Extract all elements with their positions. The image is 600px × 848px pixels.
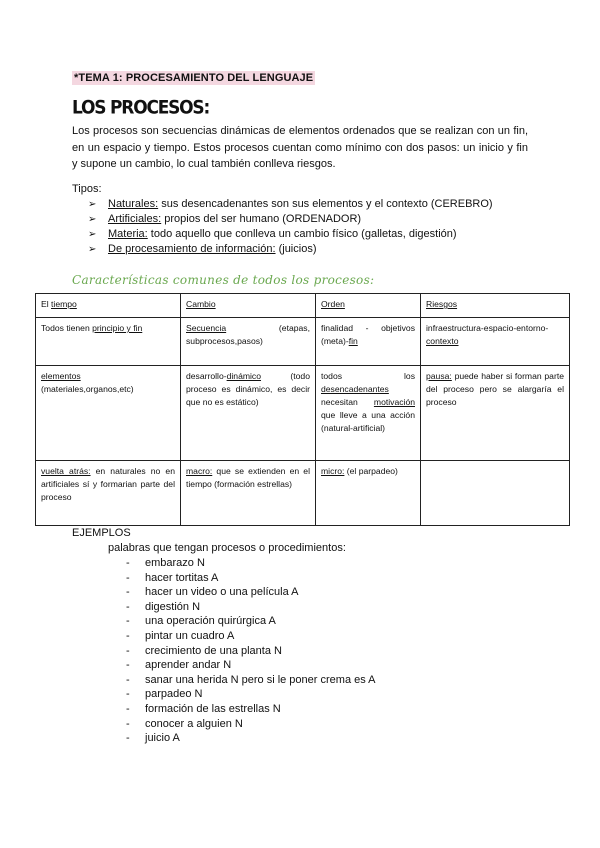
tipo-text	[108, 197, 493, 212]
example-item	[126, 644, 376, 659]
cell-text: puede haber si forman parte del proceso pero se alargaría el proceso	[426, 371, 564, 407]
arrow-bullet-icon: ➢	[88, 244, 97, 255]
tipos-list	[88, 197, 493, 257]
example-text: sanar una herida N pero si le poner crema es A	[145, 673, 376, 686]
example-item	[126, 600, 376, 615]
table-row	[36, 461, 570, 526]
tipos-label: Tipos:	[72, 183, 102, 195]
underlined-term: contexto	[426, 336, 459, 346]
underlined-term: Secuencia	[186, 323, 227, 333]
dash-bullet-icon: -	[126, 615, 130, 628]
cell-text: necesitan	[321, 397, 374, 407]
table-row	[36, 318, 570, 366]
table-header-cell	[421, 294, 570, 318]
table-cell	[36, 318, 181, 366]
intro-paragraph: Los procesos son secuencias dinámicas de elementos ordenados que se realizan con un fin, en un espacio y tiempo. Estos procesos cuentan como mínimo con dos pasos: un inicio y fin y supone un cambio, lo cual también conlleva riesgos.	[72, 125, 528, 170]
table-cell	[316, 461, 421, 526]
example-text: crecimiento de una planta N	[145, 644, 282, 657]
dash-bullet-icon: -	[126, 673, 130, 686]
cell-text: en naturales no en artificiales sí y formarian parte del proceso	[41, 466, 175, 502]
tipo-term: Naturales:	[108, 198, 159, 210]
cell-text: Todos tienen	[41, 323, 93, 333]
tipo-term: Materia:	[108, 228, 148, 240]
tipo-item	[88, 197, 493, 212]
cell-text: que se extienden en el tiempo (formación estrellas)	[186, 466, 310, 489]
dash-bullet-icon: -	[126, 659, 130, 672]
example-item	[126, 571, 376, 586]
cell-text: (etapas, subprocesos,pasos)	[186, 323, 310, 346]
table-cell	[421, 318, 570, 366]
dash-bullet-icon: -	[126, 557, 130, 569]
example-text: digestión N	[145, 600, 201, 613]
cell-text: finalidad - objetivos (meta)-	[321, 323, 415, 346]
characteristics-heading: Características comunes de todos los procesos:	[72, 273, 375, 287]
table-cell	[316, 366, 421, 461]
underlined-term: macro:	[186, 466, 213, 476]
tipo-item	[88, 227, 493, 242]
example-item	[126, 717, 376, 732]
underlined-term: motivación	[373, 397, 415, 407]
example-item	[126, 556, 376, 571]
example-text: hacer tortitas A	[145, 571, 219, 584]
table-header-cell	[316, 294, 421, 318]
tipo-description: sus desencadenantes son sus elementos y el contexto (CEREBRO)	[158, 198, 493, 210]
underlined-term: micro:	[321, 466, 345, 476]
example-item	[126, 585, 376, 600]
tipo-item	[88, 212, 493, 227]
cell-text: (el parpadeo)	[344, 466, 398, 476]
table-cell	[421, 461, 570, 526]
example-item	[126, 731, 376, 746]
dash-bullet-icon: -	[126, 732, 130, 745]
dash-bullet-icon: -	[126, 571, 130, 584]
section-heading: LOS PROCESOS:	[72, 97, 210, 119]
underlined-term: Orden	[321, 299, 345, 309]
table-header-cell	[181, 294, 316, 318]
underlined-term: vuelta atrás:	[41, 466, 91, 476]
table-cell	[36, 461, 181, 526]
example-text: pintar un cuadro A	[145, 629, 235, 642]
arrow-bullet-icon: ➢	[88, 214, 97, 225]
table-cell	[181, 461, 316, 526]
cell-text: todos los	[321, 371, 415, 381]
table-cell	[181, 318, 316, 366]
examples-label: EJEMPLOS	[72, 527, 131, 539]
example-item	[126, 629, 376, 644]
example-text: una operación quirúrgica A	[145, 615, 276, 628]
example-item	[126, 614, 376, 629]
cell-text: El	[41, 299, 52, 309]
underlined-term: Riesgos	[426, 299, 458, 309]
dash-bullet-icon: -	[126, 644, 130, 657]
underlined-term: fin	[348, 336, 358, 346]
dash-bullet-icon: -	[126, 600, 130, 613]
topic-title: *TEMA 1: PROCESAMIENTO DEL LENGUAJE	[74, 72, 314, 84]
cell-text: infraestructura-espacio-entorno-	[426, 323, 549, 333]
tipo-term: De procesamiento de información:	[108, 243, 276, 255]
underlined-term: pausa:	[426, 371, 452, 381]
underlined-term: Cambio	[186, 299, 216, 309]
arrow-bullet-icon: ➢	[88, 199, 97, 210]
example-item	[126, 673, 376, 688]
dash-bullet-icon: -	[126, 629, 130, 642]
example-text: formación de las estrellas N	[145, 702, 281, 715]
underlined-term: desencadenantes	[321, 384, 389, 394]
example-item	[126, 658, 376, 673]
tipo-description: todo aquello que conlleva un cambio físico (galletas, digestión)	[147, 228, 457, 240]
examples-list	[126, 556, 376, 746]
table-cell	[316, 318, 421, 366]
tipo-description: (juicios)	[275, 243, 317, 255]
tipo-text	[108, 227, 457, 242]
tipo-description: propios del ser humano (ORDENADOR)	[161, 213, 362, 225]
tipo-text	[108, 212, 361, 227]
cell-text: que lleve a una acción (natural-artificial)	[321, 410, 415, 433]
examples-subtitle: palabras que tengan procesos o procedimientos:	[108, 542, 346, 554]
underlined-term: principio y fin	[92, 323, 143, 333]
underlined-term: tiempo	[51, 299, 77, 309]
table-cell	[36, 366, 181, 461]
example-item	[126, 702, 376, 717]
table-cell	[181, 366, 316, 461]
underlined-term: elementos	[41, 371, 81, 381]
table-cell	[421, 366, 570, 461]
cell-text: desarrollo-	[186, 371, 227, 381]
table-header-row	[36, 294, 570, 318]
table-header-cell	[36, 294, 181, 318]
table-row	[36, 366, 570, 461]
example-text: aprender andar N	[145, 659, 232, 672]
tipo-text	[108, 242, 316, 257]
characteristics-table	[35, 293, 570, 526]
arrow-bullet-icon: ➢	[88, 229, 97, 240]
dash-bullet-icon: -	[126, 702, 130, 715]
example-item	[126, 687, 376, 702]
underlined-term: dinámico	[226, 371, 262, 381]
example-text: juicio A	[145, 732, 180, 745]
dash-bullet-icon: -	[126, 586, 130, 599]
example-text: embarazo N	[145, 557, 205, 569]
dash-bullet-icon: -	[126, 688, 130, 701]
dash-bullet-icon: -	[126, 717, 130, 730]
cell-text: (todo proceso es dinámico, es decir que no es estático)	[186, 371, 310, 407]
tipo-term: Artificiales:	[108, 213, 162, 225]
example-text: hacer un video o una película A	[145, 586, 299, 599]
example-text: parpadeo N	[145, 688, 203, 701]
tipo-item	[88, 242, 493, 257]
cell-text: (materiales,organos,etc)	[41, 384, 134, 394]
example-text: conocer a alguien N	[145, 717, 243, 730]
